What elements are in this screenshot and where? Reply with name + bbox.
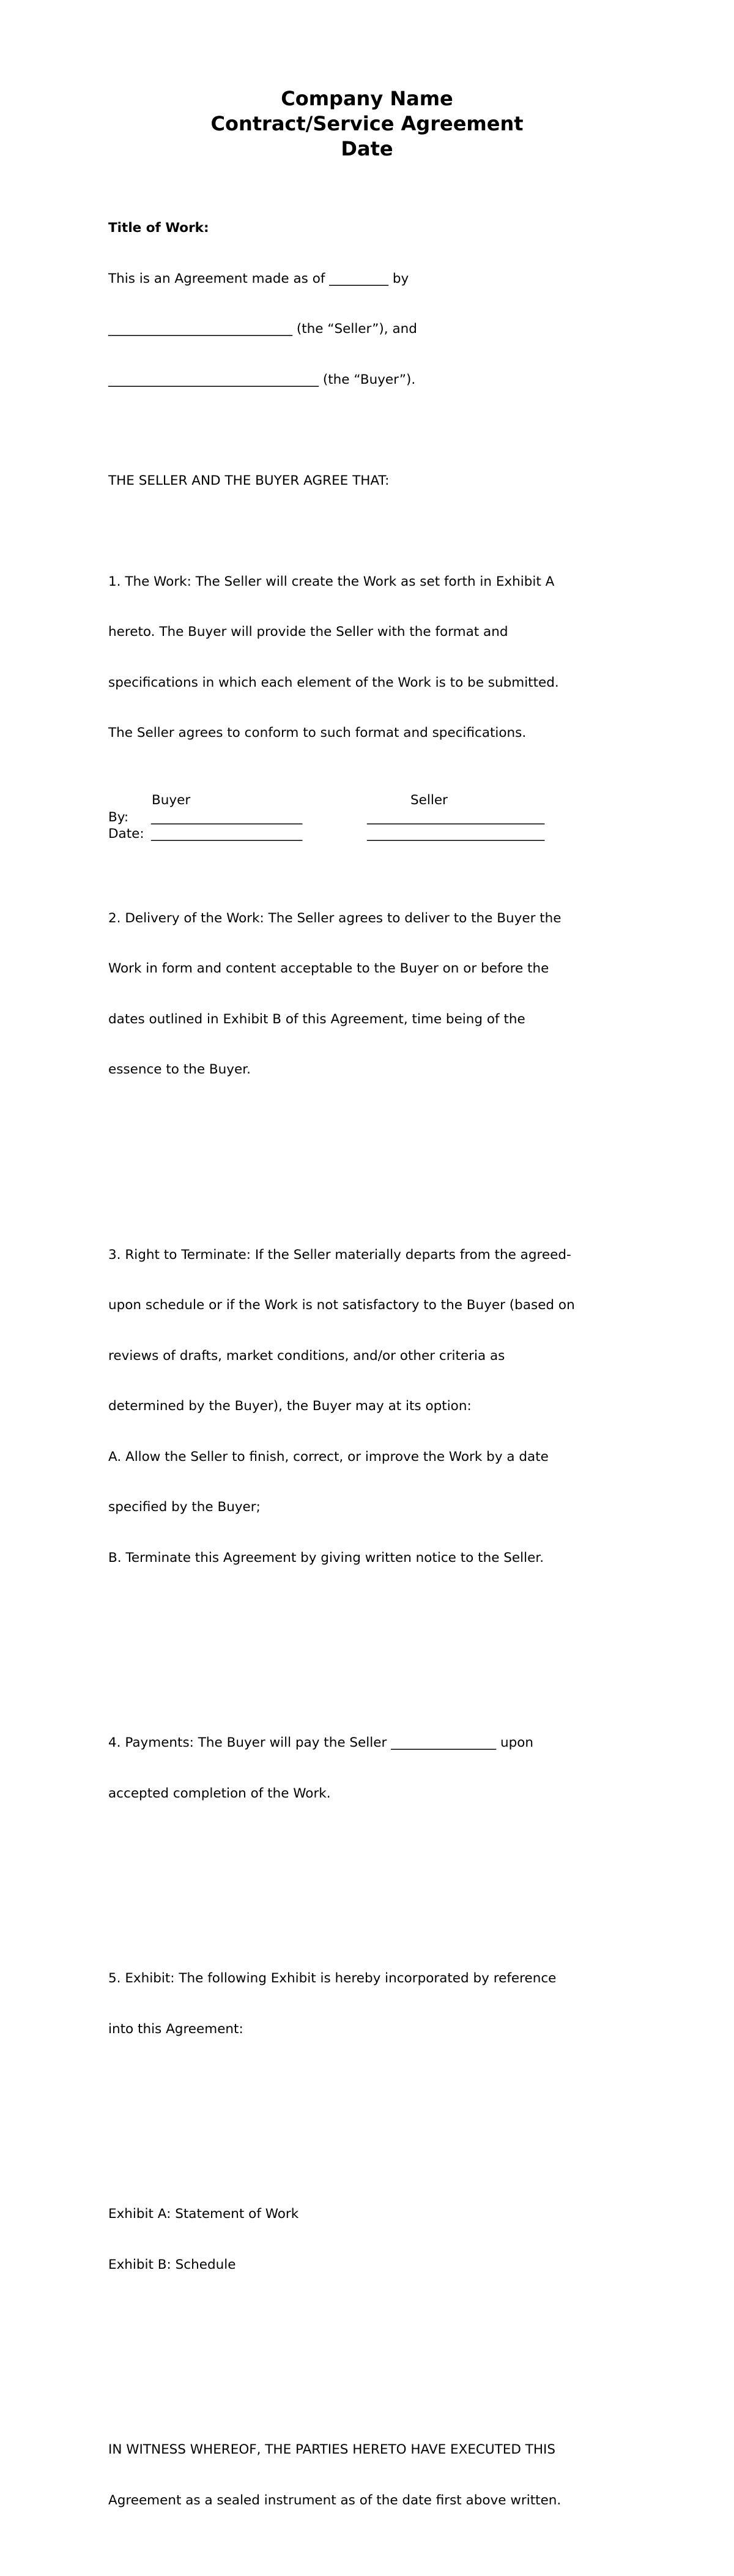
signature-date-row <box>108 826 598 843</box>
clause-2 <box>108 876 647 1112</box>
clause-line: 4. Payments: The Buyer will pay the Seller ________________ upon <box>108 1735 534 1750</box>
signature-header-row <box>108 792 598 809</box>
clause-4 <box>108 1701 647 1835</box>
title-of-work-label: Title of Work: <box>108 220 209 236</box>
clause-line: accepted completion of the Work. <box>108 1785 331 1801</box>
intro-line: ________________________________ (the “Buyer”). <box>108 371 416 387</box>
signature-block <box>108 792 598 843</box>
header-date: Date <box>341 137 393 160</box>
exhibit-item: Exhibit A: Statement of Work <box>108 2206 299 2222</box>
witness-line: Agreement as a sealed instrument as of the date first above written. <box>108 2492 562 2508</box>
document-header <box>0 86 734 162</box>
buyer-date-line: _______________________ <box>151 826 303 842</box>
intro-line: This is an Agreement made as of _________ by <box>108 271 409 286</box>
clause-line: determined by the Buyer), the Buyer may at its option: <box>108 1398 472 1414</box>
clause-line: hereto. The Buyer will provide the Seller with the format and <box>108 624 508 640</box>
clause-line: 3. Right to Terminate: If the Seller materially departs from the agreed- <box>108 1247 571 1263</box>
clause-line: 5. Exhibit: The following Exhibit is hereby incorporated by reference <box>108 1971 557 1986</box>
clause-line: 1. The Work: The Seller will create the Work as set forth in Exhibit A <box>108 573 555 589</box>
clause-line: dates outlined in Exhibit B of this Agreement, time being of the <box>108 1011 525 1027</box>
clause-line: upon schedule or if the Work is not satisfactory to the Buyer (based on <box>108 1297 575 1313</box>
intro-line: ____________________________ (the “Seller”), and <box>108 321 417 337</box>
date-label: Date: <box>108 826 144 842</box>
clause-line: specified by the Buyer; <box>108 1499 261 1515</box>
agree-heading: THE SELLER AND THE BUYER AGREE THAT: <box>108 472 390 488</box>
exhibit-item: Exhibit B: Schedule <box>108 2257 236 2272</box>
seller-label: Seller <box>410 793 448 808</box>
by-label: By: <box>108 809 129 825</box>
clause-line: Work in form and content acceptable to the Buyer on or before the <box>108 961 549 976</box>
clause-line: specifications in which each element of the Work is to be submitted. <box>108 674 559 690</box>
clause-3 <box>108 1213 647 1600</box>
clause-line: A. Allow the Seller to finish, correct, or improve the Work by a date <box>108 1449 549 1465</box>
company-name: Company Name <box>281 87 453 110</box>
witness-line: IN WITNESS WHEREOF, THE PARTIES HERETO HAVE EXECUTED THIS <box>108 2442 556 2457</box>
clause-5 <box>108 1936 647 2071</box>
buyer-label: Buyer <box>152 793 191 808</box>
clause-1 <box>108 540 647 775</box>
exhibit-list <box>108 2172 647 2307</box>
clause-line: essence to the Buyer. <box>108 1062 251 1077</box>
witness-statement <box>108 2408 647 2542</box>
seller-signature-line: ___________________________ <box>367 809 545 825</box>
buyer-signature-line: _______________________ <box>151 809 303 825</box>
seller-date-line: ___________________________ <box>367 826 545 842</box>
clause-line: reviews of drafts, market conditions, and/or other criteria as <box>108 1348 505 1364</box>
agreement-title: Contract/Service Agreement <box>210 112 524 135</box>
clause-line: into this Agreement: <box>108 2021 243 2037</box>
clause-line: B. Terminate this Agreement by giving written notice to the Seller. <box>108 1550 544 1566</box>
clause-line: 2. Delivery of the Work: The Seller agrees to deliver to the Buyer the <box>108 910 562 926</box>
signature-by-row <box>108 809 598 826</box>
clause-line: The Seller agrees to conform to such format and specifications. <box>108 725 527 741</box>
agreement-body <box>108 186 647 2576</box>
